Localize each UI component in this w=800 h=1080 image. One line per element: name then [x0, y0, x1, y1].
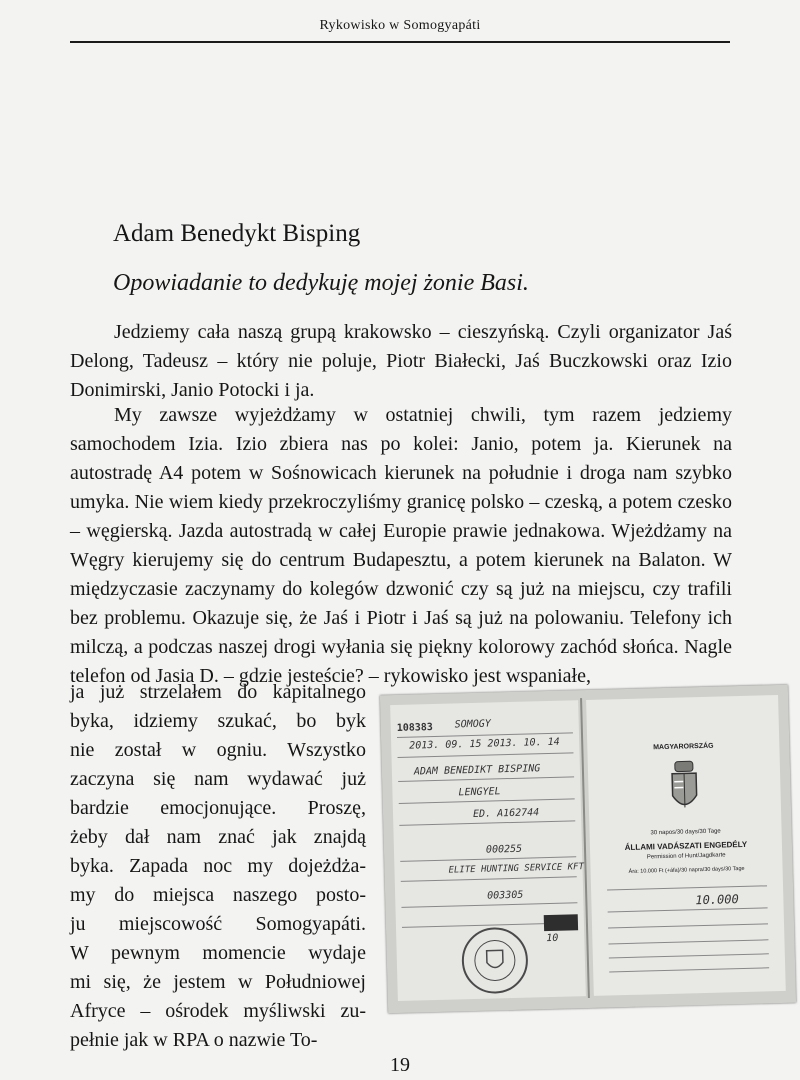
- permit-validity: 30 napos/30 days/30 Tage: [650, 828, 721, 837]
- text-line: żeby dał nam znać jak znajdą: [70, 826, 366, 848]
- permit-amount: 10.000: [695, 892, 739, 908]
- text-line: mi się, że jestem w Południowej: [70, 971, 366, 993]
- redacted-box: [544, 914, 578, 931]
- permit-price: Ára: 10.000 Ft (+áfa)/30 napra/30 days/30 Tage: [628, 865, 745, 875]
- official-stamp: [456, 921, 534, 999]
- text-line: W pewnym momencie wydaje: [70, 942, 366, 964]
- author-name: Adam Benedykt Bisping: [113, 220, 361, 247]
- text-line: byka, idziemy szukać, bo byk: [70, 710, 366, 732]
- text-line: bardzie emocjonujące. Proszę,: [70, 797, 366, 819]
- permit-subtitle: Permission of Hunt/Jagdkarte: [646, 852, 726, 861]
- permit-nationality: LENGYEL: [458, 786, 501, 799]
- text-line: ju miejscowość Somogyapáti.: [70, 913, 366, 935]
- permit-dates: 2013. 09. 15 2013. 10. 14: [409, 736, 560, 752]
- permit-country: MAGYARORSZÁG: [653, 742, 714, 752]
- text-line: my do miejsca naszego posto-: [70, 884, 366, 906]
- hunting-permit-photo: [380, 685, 796, 1014]
- text-line: ja już strzelałem do kapitalnego: [70, 681, 366, 703]
- permit-right-page: [586, 695, 786, 996]
- header-rule: [70, 41, 730, 43]
- permit-holder-name: ADAM BENEDIKT BISPING: [413, 763, 541, 778]
- permit-title: ÁLLAMI VADÁSZATI ENGEDÉLY: [624, 839, 748, 853]
- permit-left-page: [390, 700, 586, 1001]
- paragraph-1: [70, 318, 732, 405]
- permit-number-2: 10: [546, 932, 559, 945]
- text-line: byka. Zapada noc my dojeżdża-: [70, 855, 366, 877]
- running-title: Rykowisko w Somogyapáti: [319, 18, 481, 33]
- dedication: Opowiadanie to dedykuję mojej żonie Basi.: [113, 270, 529, 296]
- page-number: 19: [390, 1054, 410, 1076]
- text-line: nie został w ogniu. Wszystko: [70, 739, 366, 761]
- permit-code: 000255: [485, 843, 523, 856]
- wrapped-text-column: [70, 678, 366, 1055]
- text-line: Afryce – ośrodek myśliwski zu-: [70, 1000, 366, 1022]
- permit-document-number: ED. A162744: [472, 807, 540, 820]
- text-line: zaczyna się nam wydawać już: [70, 768, 366, 790]
- paragraph-text: My zawsze wyjeżdżamy w ostatniej chwili, tym razem jedziemy samochodem Izia. Izio zbiera nas po kolei: Janio, potem ja. Kierunek na autostradę A4 potem w Sośnowicach kierunek na południe i droga nam szybko umyka. Nie wiem kiedy przekroczyliśmy granicę polsko – czeską, a potem czesko – węgierską. Jazda autostradą w całej Europie prawie jednakowa. Wjeżdżamy na Węgry kierujemy się do centrum Budapesztu, a potem kierunek na Balaton. W międzyczasie zaczynamy do kolegów dzwonić czy są już na miejscu, czy trafili bez problemu. Okazuje się, że Jaś i Piotr i Jaś są już na polowaniu. Telefony ich milczą, a podczas naszej drogi wyłania się piękny kolorowy zachód słońca. Nagle telefon od Jasia D. – gdzie jesteście? – rykowisko jest wspaniałe,: [70, 404, 732, 687]
- permit-serial: 108383: [396, 722, 434, 734]
- permit-number: 003305: [487, 889, 524, 902]
- text-line: pełnie jak w RPA o nazwie To-: [70, 1029, 318, 1051]
- permit-region: SOMOGY: [454, 718, 491, 731]
- permit-organizer: ELITE HUNTING SERVICE KFT: [448, 862, 585, 876]
- paragraph-2: [70, 401, 732, 691]
- coat-of-arms-icon: [664, 759, 705, 816]
- paragraph-text: Jedziemy cała naszą grupą krakowsko – cieszyńską. Czyli organizator Jaś Delong, Tadeusz – który nie poluje, Piotr Białecki, Jaś Buczkowski oraz Izio Donimirski, Janio Potocki i ja.: [70, 321, 732, 401]
